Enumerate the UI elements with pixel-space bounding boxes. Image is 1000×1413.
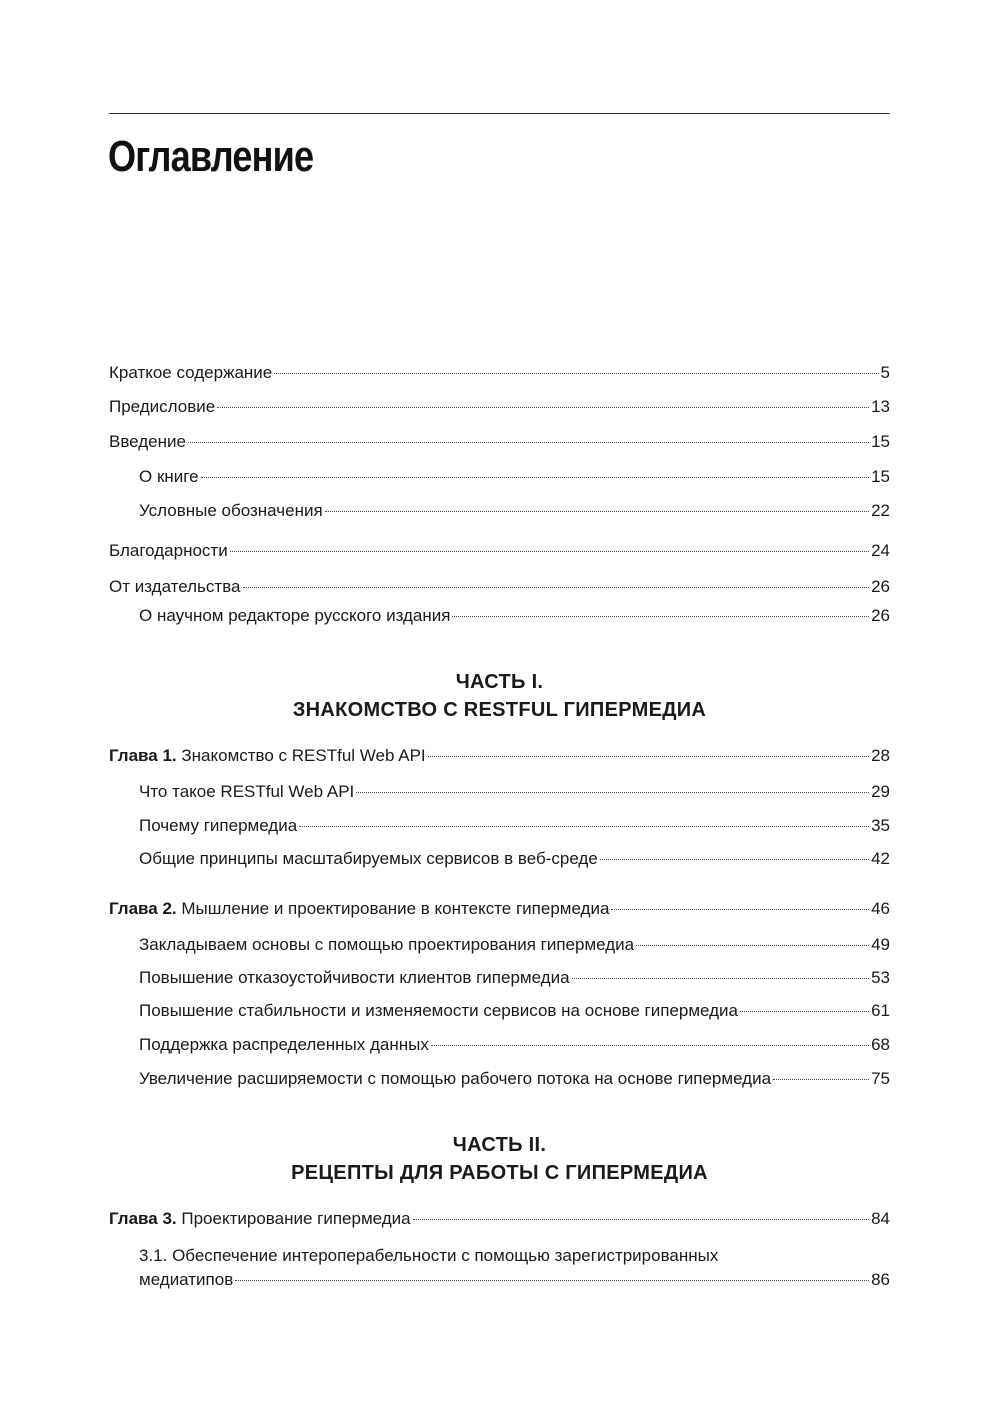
toc-entry-label <box>109 897 609 921</box>
toc-entry-page: 13 <box>871 397 890 416</box>
toc-entry-label <box>109 1207 411 1231</box>
toc-entry-page: 53 <box>871 968 890 987</box>
dot-leader <box>230 551 869 552</box>
toc-subentry[interactable] <box>139 780 890 804</box>
toc-entry-label: Повышение отказоустойчивости клиентов гипермедиа <box>139 968 570 987</box>
chapter-prefix: Глава 1. <box>109 746 177 765</box>
toc-subentry-label-line1[interactable]: 3.1. Обеспечение интероперабельности с помощью зарегистрированных <box>139 1246 719 1265</box>
dot-leader <box>611 909 869 910</box>
chapter-prefix: Глава 2. <box>109 899 177 918</box>
toc-entry-label: Краткое содержание <box>109 363 273 382</box>
toc-entry-label: Общие принципы масштабируемых сервисов в веб-среде <box>139 849 598 868</box>
dot-leader <box>325 511 869 512</box>
toc-entry-label: медиатипов <box>139 1270 234 1289</box>
dot-leader <box>356 792 869 793</box>
dot-leader <box>431 1045 869 1046</box>
dot-leader <box>452 616 869 617</box>
toc-subentry[interactable] <box>139 933 890 957</box>
dot-leader <box>600 859 869 860</box>
toc-entry[interactable] <box>109 539 890 563</box>
toc-chapter-entry[interactable] <box>109 897 890 921</box>
chapter-title: Проектирование гипермедиа <box>181 1209 411 1228</box>
toc-subentry[interactable] <box>139 966 890 990</box>
toc-subentry[interactable] <box>139 847 890 871</box>
part-heading-line1: ЧАСТЬ I. <box>455 671 544 693</box>
part-heading-line2: ЗНАКОМСТВО С RESTFUL ГИПЕРМЕДИА <box>292 699 707 721</box>
top-rule <box>109 113 890 114</box>
dot-leader <box>274 373 878 374</box>
toc-entry-label: Благодарности <box>109 541 228 560</box>
dot-leader <box>636 945 869 946</box>
toc-entry-page: 46 <box>871 899 890 918</box>
chapter-title: Мышление и проектирование в контексте гипермедиа <box>181 899 610 918</box>
toc-entry-page: 61 <box>871 1001 890 1020</box>
toc-entry-page: 26 <box>871 606 890 625</box>
toc-subentry[interactable] <box>139 604 890 628</box>
dot-leader <box>201 477 870 478</box>
toc-entry-page: 84 <box>871 1209 890 1228</box>
toc-entry-label: Предисловие <box>109 397 216 416</box>
toc-entry-label: О книге <box>139 467 199 486</box>
toc-subentry[interactable] <box>139 1033 890 1057</box>
toc-entry-label: Что такое RESTful Web API <box>139 782 355 801</box>
toc-entry-page: 15 <box>871 432 890 451</box>
toc-entry-label <box>109 744 426 768</box>
toc-entry-label: Закладываем основы с помощью проектирования гипермедиа <box>139 935 635 954</box>
part-heading-line1: ЧАСТЬ II. <box>452 1134 547 1156</box>
page-title: Оглавление <box>108 132 314 181</box>
toc-subentry[interactable] <box>139 814 890 838</box>
toc-subentry[interactable] <box>139 499 890 523</box>
toc-subentry[interactable] <box>139 999 890 1023</box>
dot-leader <box>740 1011 869 1012</box>
toc-entry-page: 5 <box>880 363 890 382</box>
toc-entry-page: 49 <box>871 935 890 954</box>
toc-entry[interactable] <box>109 361 890 385</box>
toc-entry-page: 24 <box>871 541 890 560</box>
toc-entry-label: От издательства <box>109 577 241 596</box>
toc-subentry[interactable] <box>139 465 890 489</box>
toc-entry-label: Поддержка распределенных данных <box>139 1035 429 1054</box>
toc-entry-label: Почему гипермедиа <box>139 816 298 835</box>
toc-entry-page: 22 <box>871 501 890 520</box>
chapter-prefix: Глава 3. <box>109 1209 177 1228</box>
toc-entry-page: 26 <box>871 577 890 596</box>
dot-leader <box>413 1219 869 1220</box>
toc-entry-page: 75 <box>871 1069 890 1088</box>
toc-entry-page: 42 <box>871 849 890 868</box>
dot-leader <box>243 587 870 588</box>
part-heading-line2: РЕЦЕПТЫ ДЛЯ РАБОТЫ С ГИПЕРМЕДИА <box>291 1162 708 1184</box>
toc-entry-label: Повышение стабильности и изменяемости сервисов на основе гипермедиа <box>139 1001 739 1020</box>
toc-chapter-entry[interactable] <box>109 1207 890 1231</box>
toc-subentry[interactable] <box>139 1067 890 1091</box>
toc-entry-label: Увеличение расширяемости с помощью рабочего потока на основе гипермедиа <box>139 1069 772 1088</box>
toc-chapter-entry[interactable] <box>109 744 890 768</box>
dot-leader <box>572 978 870 979</box>
toc-entry-page: 86 <box>871 1270 890 1289</box>
toc-entry-page: 35 <box>871 816 890 835</box>
dot-leader <box>217 407 869 408</box>
toc-entry-page: 29 <box>871 782 890 801</box>
toc-entry-page: 28 <box>871 746 890 765</box>
toc-entry-label: Введение <box>109 432 186 451</box>
toc-entry-page: 68 <box>871 1035 890 1054</box>
toc-entry[interactable] <box>109 575 890 599</box>
dot-leader <box>428 756 869 757</box>
toc-entry[interactable] <box>109 430 890 454</box>
toc-entry-page: 15 <box>871 467 890 486</box>
dot-leader <box>188 442 869 443</box>
dot-leader <box>299 826 869 827</box>
dot-leader <box>235 1280 869 1281</box>
chapter-title: Знакомство с RESTful Web API <box>181 746 426 765</box>
toc-entry-label: Условные обозначения <box>139 501 323 520</box>
dot-leader <box>773 1079 869 1080</box>
toc-entry-label: О научном редакторе русского издания <box>139 606 451 625</box>
toc-entry[interactable] <box>109 395 890 419</box>
toc-subentry[interactable] <box>139 1268 890 1292</box>
